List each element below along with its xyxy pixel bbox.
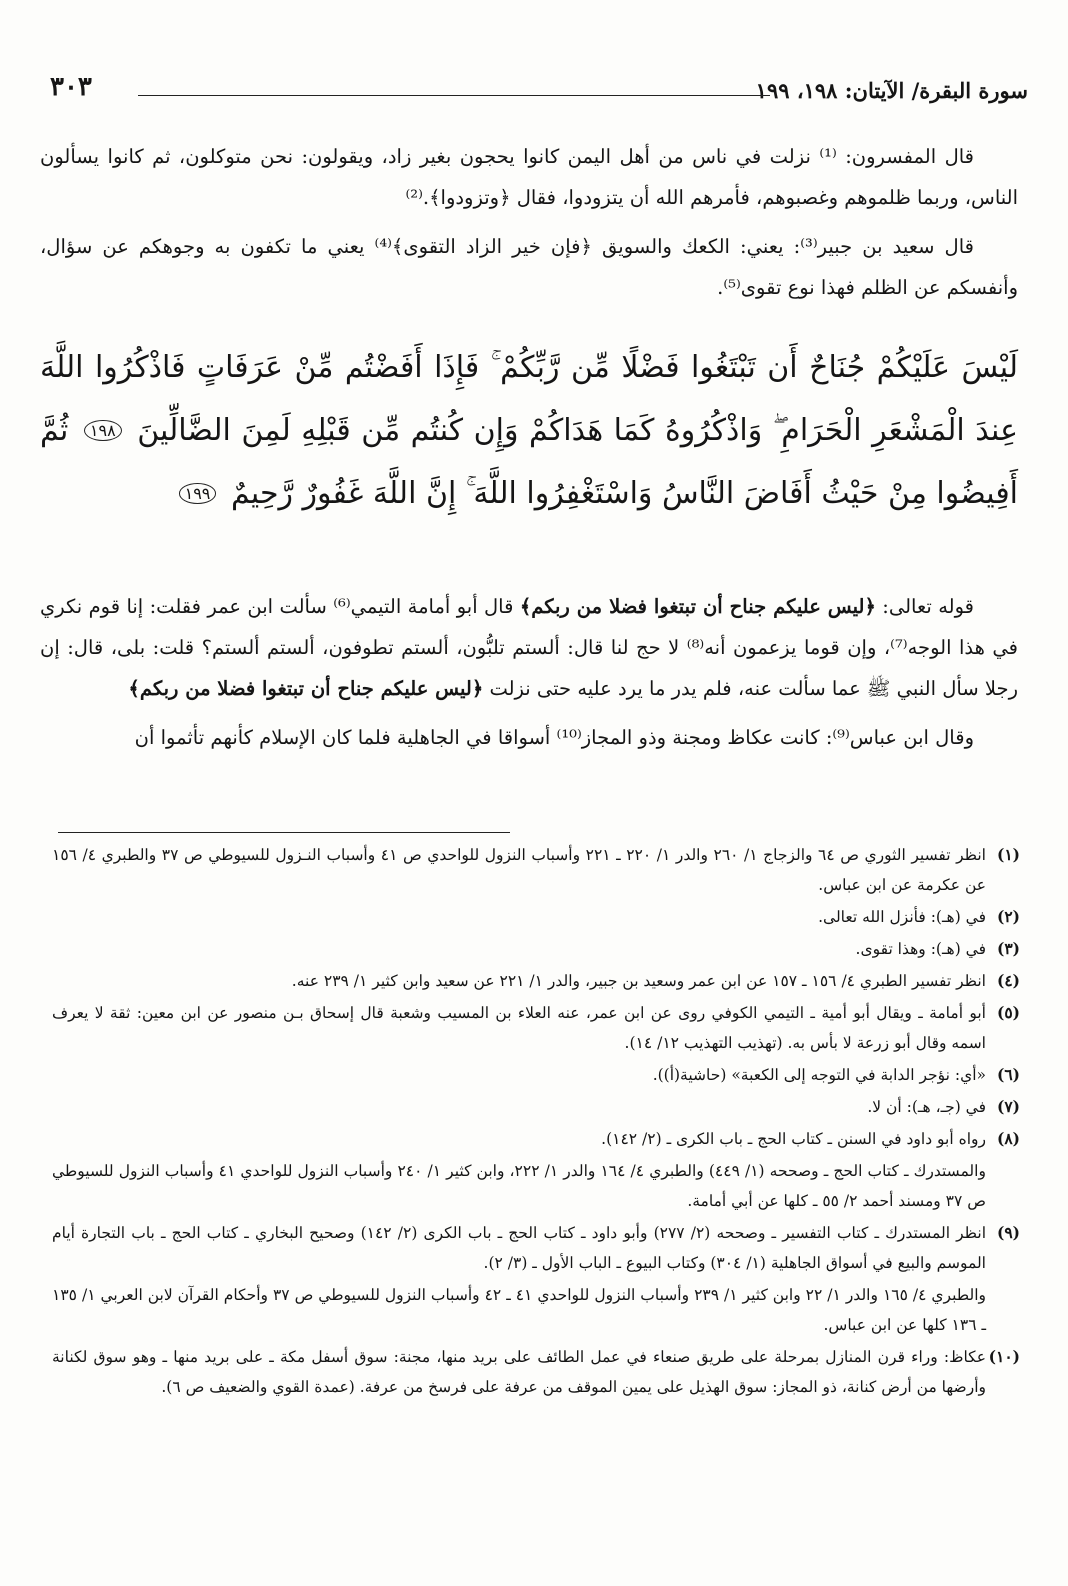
footnote-number: (١٠): [988, 1347, 1020, 1366]
footnote-separator: [58, 832, 510, 833]
footnote-number: (٧): [996, 1097, 1020, 1116]
footnotes: [52, 840, 1020, 1404]
footnote-item: [52, 1060, 1020, 1090]
commentary-lead: قوله تعالى:: [875, 595, 974, 618]
intro-paragraph-2: قال سعيد بن جبير⁽³⁾: يعني: الكعك والسويق ﴿فإن خير الزاد التقوى﴾⁽⁴⁾ يعني ما تكفون به وجوهكم عن سؤال، وأنفسكم عن الظلم فهذا نوع تقوى⁽⁵⁾.: [40, 235, 1018, 299]
footnote-text: أبو أمامة ـ ويقال أبو أمية ـ التيمي الكوفي روى عن ابن عمر، عنه العلاء بن المسيب وشعبة قال إسحاق بـن منصور عن ابن معين: ثقة لا يعرف اسمه وقال أبو زرعة لا بأس به. (تهذيب التهذيب ١٢/ ١٤).: [52, 1004, 986, 1052]
footnote-text: في (هـ): وهذا تقوى.: [855, 940, 986, 958]
intro-text: [40, 136, 1018, 316]
commentary-paragraph-2: وقال ابن عباس⁽⁹⁾: كانت عكاظ ومجنة وذو المجاز⁽¹⁰⁾ أسواقا في الجاهلية فلما كان الإسلام كأنهم تأثموا أن: [134, 726, 974, 749]
footnote-number: (١): [996, 845, 1020, 864]
footnote-continuation: والطبري ٤/ ١٦٥ والدر ١/ ٢٢ وابن كثير ١/ ٢٣٩ وأسباب النزول للواحدي ٤١ ـ ٤٢ وأسباب النزول للسيوطي ص ٣٧ وأحكام القرآن لابن العربي ١/ ١٣٥ ـ ١٣٦ كلها عن ابن عباس.: [52, 1286, 987, 1334]
footnote-text: في (هـ): فأنزل الله تعالى.: [818, 908, 986, 926]
footnote-continuation: والمستدرك ـ كتاب الحج ـ وصححه (١/ ٤٤٩) والطبري ٤/ ١٦٤ والدر ١/ ٢٢٢، وابن كثير ١/ ٢٤٠ وأسباب النزول للواحدي ٤١ وأسباب النزول للسيوطي ص ٣٧ ومسند أحمد ٢/ ٥٥ ـ كلها عن أبي أمامة.: [52, 1162, 986, 1210]
commentary-paragraph-1: [40, 586, 1018, 709]
footnote-number: (٤): [996, 971, 1020, 990]
footnote-text: انظر تفسير الثوري ص ٦٤ والزجاج ١/ ٢٦٠ والدر ١/ ٢٢٠ ـ ٢٢١ وأسباب النزول للواحدي ص ٤١ وأسباب النـزول للسيوطي ص ٣٧ والطبري ٤/ ١٥٦ عن عكرمة عن ابن عباس.: [52, 846, 986, 894]
footnote-number: (٢): [996, 907, 1020, 926]
verse-number-198: ١٩٨: [84, 420, 122, 441]
footnote-text: انظر تفسير الطبري ٤/ ١٥٦ ـ ١٥٧ عن ابن عمر وسعيد بن جبير، والدر ١/ ٢٢١ عن سعيد وابن كثير ١/ ٢٣٩ عنه.: [291, 972, 986, 990]
footnote-item: [52, 902, 1020, 932]
footnote-number: (٣): [996, 939, 1020, 958]
footnote-number: (٩): [997, 1223, 1021, 1242]
commentary-body: قال أبو أمامة التيمي⁽⁶⁾ سألت ابن عمر فقلت: إنا قوم نكري في هذا الوجه⁽⁷⁾، وإن قوما يزعمون أنه⁽⁸⁾ لا حج لنا قال: ألستم تلبُّون، ألستم تطوفون، ألستم ألستم؟ قلت: بلى، قال: إن رجلا سأل النبي ﷺ عما سألت عنه، فلم يدر ما يرد عليه حتى نزلت: [40, 595, 1018, 700]
quran-verse: [40, 336, 1018, 525]
commentary-text: [40, 586, 1018, 766]
footnote-text: «أي: نؤجر الدابة في التوجه إلى الكعبة» (حاشية(أ)).: [652, 1066, 986, 1084]
running-title: سورة البقرة/ الآيتان: ١٩٨، ١٩٩: [755, 78, 1028, 103]
footnote-item: [52, 840, 1020, 900]
header-rule: [138, 95, 770, 96]
page-header: [30, 72, 1038, 106]
footnote-item: [52, 998, 1020, 1058]
footnote-item: [52, 1342, 1020, 1402]
footnote-item: [52, 1218, 1020, 1278]
verse-quote-2: ﴿ليس عليكم جناح أن تبتغوا فضلا من ربكم﴾: [128, 677, 484, 700]
footnote-item: [52, 1124, 1020, 1154]
page-number: ٣٠٣: [50, 72, 92, 102]
footnote-text: انظر المستدرك ـ كتاب التفسير ـ وصححه (٢/ ٢٧٧) وأبو داود ـ كتاب الحج ـ باب الكرى (٢/ ١٤٢) وصحيح البخاري ـ كتاب الحج ـ باب التجارة أيام الموسم والبيع في أسواق الجاهلية (١/ ٣٠٤) وكتاب البيوع ـ الباب الأول ـ (٣/ ٢).: [52, 1224, 987, 1272]
verse-number-199: ١٩٩: [179, 483, 217, 504]
verse-text-198: لَيْسَ عَلَيْكُمْ جُنَاحٌ أَن تَبْتَغُوا فَضْلًا مِّن رَّبِّكُمْ ۚ فَإِذَا أَفَضْتُم مِّنْ عَرَفَاتٍ فَاذْكُرُوا اللَّهَ عِندَ الْمَشْعَرِ الْحَرَامِ ۖ وَاذْكُرُوهُ كَمَا هَدَاكُمْ وَإِن كُنتُم مِّن قَبْلِهِ لَمِنَ الضَّالِّينَ: [40, 350, 1018, 448]
footnote-item: [52, 934, 1020, 964]
footnote-text: عكاظ: وراء قرن المنازل بمرحلة على طريق صنعاء في عمل الطائف على بريد منها، مجنة: سوق أسفل مكة ـ على بريد منها ـ وهو سوق لكنانة وأرضها من أرض كنانة، ذو المجاز: سوق الهذيل على يمين الموقف من عرفة على فرسخ من عرفة. (عمدة القوي والضعيف ص ٦).: [52, 1348, 986, 1396]
footnote-item: [52, 1092, 1020, 1122]
footnote-text: في (جـ، هـ): أن لا.: [867, 1098, 986, 1116]
footnote-text: رواه أبو داود في السنن ـ كتاب الحج ـ باب الكرى ـ (٢/ ١٤٢).: [601, 1130, 986, 1148]
footnote-number: (٥): [996, 1003, 1020, 1022]
footnote-number: (٨): [996, 1129, 1020, 1148]
intro-paragraph-1: قال المفسرون: ⁽¹⁾ نزلت في ناس من أهل اليمن كانوا يحجون بغير زاد، ويقولون: نحن متوكلون، ثم كانوا يسألون الناس، وربما ظلموهم وغصبوهم، فأمرهم الله أن يتزودوا، فقال ﴿وتزودوا﴾.⁽²⁾: [40, 145, 1018, 209]
footnote-number: (٦): [996, 1065, 1020, 1084]
verse-quote-1: ﴿ليس عليكم جناح أن تبتغوا فضلا من ربكم﴾: [519, 595, 876, 618]
footnote-item: [52, 966, 1020, 996]
verse-text-199: ثُمَّ أَفِيضُوا مِنْ حَيْثُ أَفَاضَ النَّاسُ وَاسْتَغْفِرُوا اللَّهَ ۚ إِنَّ اللَّهَ غَفُورٌ رَّحِيمٌ: [40, 413, 1018, 511]
